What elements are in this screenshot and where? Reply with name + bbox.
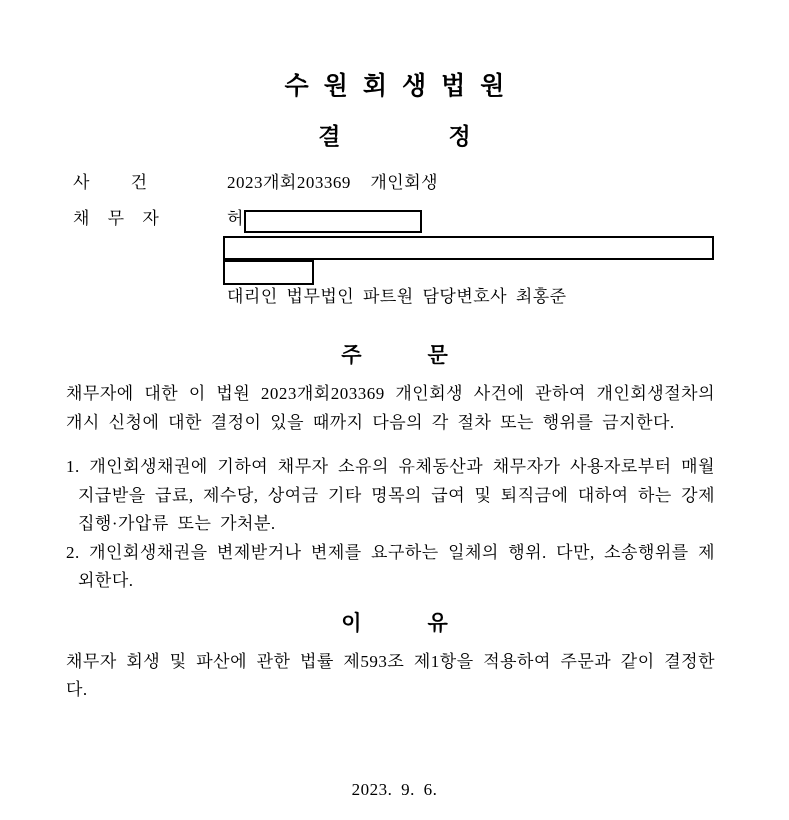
attorney-line: 대리인 법무법인 파트원 담당변호사 최홍준 <box>227 287 567 306</box>
debtor-value <box>227 207 422 233</box>
redaction-box-2 <box>223 236 714 260</box>
debtor-label: 채 무 자 <box>73 209 160 228</box>
case-number-value: 2023개회203369 개인회생 <box>227 173 439 192</box>
order-item-1-number: 1. <box>66 457 80 476</box>
order-item-2 <box>66 539 715 596</box>
order-item-2-number: 2. <box>66 542 80 562</box>
case-number-label: 사 건 <box>73 173 148 192</box>
case-number-row <box>73 171 789 195</box>
order-item-list <box>66 453 715 596</box>
order-item-2-text: 개인회생채권을 변제받거나 변제를 요구하는 일체의 행위. 다만, 소송행위를 제외한다. <box>78 542 715 590</box>
decision-date: 2023. 9. 6. <box>351 780 438 799</box>
debtor-surname: 허 <box>227 209 244 228</box>
order-item-1 <box>66 453 715 539</box>
order-heading: 주문 <box>341 344 514 367</box>
case-info-section <box>73 171 789 307</box>
document-type-title: 결정 <box>318 123 579 149</box>
order-item-1-text: 개인회생채권에 기하여 채무자 소유의 유체동산과 채무자가 사용자로부터 매월 지급받을 급료, 제수당, 상여금 기타 명목의 급여 및 퇴직금에 대하여 하는 강제집행·가압류 또는 가처분. <box>78 457 715 533</box>
redaction-box-3 <box>223 260 314 285</box>
reason-heading: 이유 <box>341 611 514 635</box>
court-name-title: 수원회생법원 <box>284 72 520 100</box>
debtor-row <box>73 207 789 233</box>
reason-paragraph: 채무자 회생 및 파산에 관한 법률 제593조 제1항을 적용하여 주문과 같이 결정한다. <box>66 651 715 699</box>
redaction-box-1 <box>244 210 422 233</box>
order-intro-paragraph: 채무자에 대한 이 법원 2023개회203369 개인회생 사건에 관하여 개인회생절차의 개시 신청에 대한 결정이 있을 때까지 다음의 각 절차 또는 행위를 금지한다. <box>66 384 715 432</box>
